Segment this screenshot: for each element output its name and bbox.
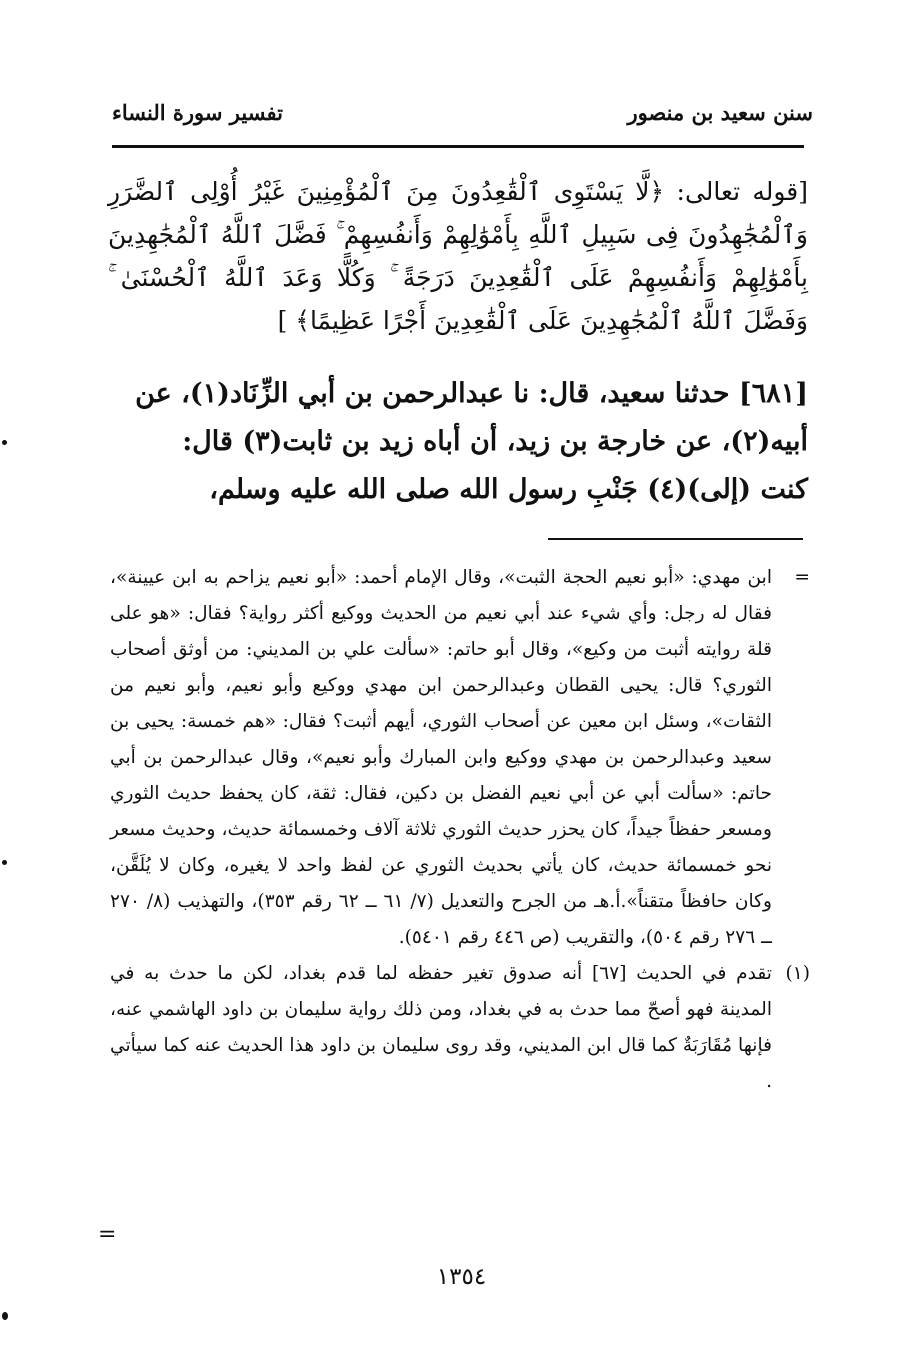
running-header-section-title: تفسير سورة النساء: [112, 100, 283, 125]
footnote-next-page-marker: =: [98, 1222, 117, 1247]
hadith-line-3: كنت (إلى)(٤) جَنْبِ رسول الله صلى الله عليه وسلم،: [209, 474, 808, 505]
running-header-book-title: سنن سعيد بن منصور: [627, 100, 813, 125]
hadith-text: [108, 370, 808, 514]
scan-speck: [2, 1312, 8, 1320]
quran-verse: [قوله تعالى: ﴿لَّا يَسْتَوِى ٱلْقَٰعِدُونَ مِنَ ٱلْمُؤْمِنِينَ غَيْرُ أُوْلِى ٱلضَّرَرِ وَٱلْمُجَٰهِدُونَ فِى سَبِيلِ ٱللَّهِ بِأَمْوَٰلِهِمْ وَأَنفُسِهِمْ ۚ فَضَّلَ ٱللَّهُ ٱلْمُجَٰهِدِينَ بِأَمْوَٰلِهِمْ وَأَنفُسِهِمْ عَلَى ٱلْقَٰعِدِينَ دَرَجَةً ۚ وَكُلًّا وَعَدَ ٱللَّهُ ٱلْحُسْنَىٰ ۚ وَفَضَّلَ ٱللَّهُ ٱلْمُجَٰهِدِينَ عَلَى ٱلْقَٰعِدِينَ أَجْرًا عَظِيمًا﴾ ]: [108, 177, 808, 335]
page-number: ١٣٥٤: [436, 1264, 487, 1290]
footnote-1-text: تقدم في الحديث [٦٧] أنه صدوق تغير حفظه لما قدم بغداد، لكن ما حدث به في المدينة فهو أصحّ مما حدث به في بغداد، ومن ذلك رواية سليمان بن داود الهاشمي عنه، فإنها مُقَارَبَةٌ كما قال ابن المديني، وقد روى سليمان بن داود هذا الحديث عنه كما سيأتي .: [110, 963, 772, 1092]
hadith-line-2: أبيه(٢)، عن خارجة بن زيد، أن أباه زيد بن ثابت(٣) قال:: [182, 426, 808, 457]
footnote-1: [110, 956, 810, 1100]
footnotes: [110, 560, 810, 1100]
scan-speck: [2, 440, 7, 445]
footnote-continuation-text: ابن مهدي: «أبو نعيم الحجة الثبت»، وقال الإمام أحمد: «أبو نعيم يزاحم به ابن عيينة»، فقال له رجل: وأي شيء عند أبي نعيم من الحديث ووكيع أكثر رواية؟ فقال: «هو على قلة روايته أثبت من وكيع»، وقال أبو حاتم: «سألت علي بن المديني: من أوثق أصحاب الثوري؟ قال: يحيى القطان وعبدالرحمن ابن مهدي ووكيع وأبو نعيم، وأبو نعيم من الثقات»، وسئل ابن معين عن أصحاب الثوري، أيهم أثبت؟ فقال: «هم خمسة: يحيى بن سعيد وعبدالرحمن بن مهدي ووكيع وابن المبارك وأبو نعيم»، وقال عبدالرحمن بن أبي حاتم: «سألت أبي عن أبي نعيم الفضل بن دكين، فقال: ثقة، كان يحفظ حديث الثوري ومسعر حفظاً جيداً، كان يحزر حديث الثوري ثلاثة آلاف وخمسمائة حديث، وحديث مسعر نحو خمسمائة حديث، كان يأتي بحديث الثوري عن لفظ واحد لا يغيره، وكان لا يُلَقَّن، وكان حافظاً متقناً».أ.هـ من الجرح والتعديل (٧/ ٦١ ــ ٦٢ رقم ٣٥٣)، والتهذيب (٨/ ٢٧٠ ــ ٢٧٦ رقم ٥٠٤)، والتقريب (ص ٤٤٦ رقم ٥٤٠١).: [110, 567, 772, 948]
footnote-separator: [548, 538, 803, 540]
header-rule: [112, 145, 804, 148]
footnote-1-marker: (١): [785, 963, 810, 984]
footnote-continuation-marker: =: [794, 567, 810, 588]
hadith-line-1: [٦٨١] حدثنا سعيد، قال: نا عبدالرحمن بن أبي الزِّنَاد(١)، عن: [135, 378, 808, 409]
footnote-continuation: [110, 560, 810, 956]
scan-speck: [2, 860, 7, 865]
